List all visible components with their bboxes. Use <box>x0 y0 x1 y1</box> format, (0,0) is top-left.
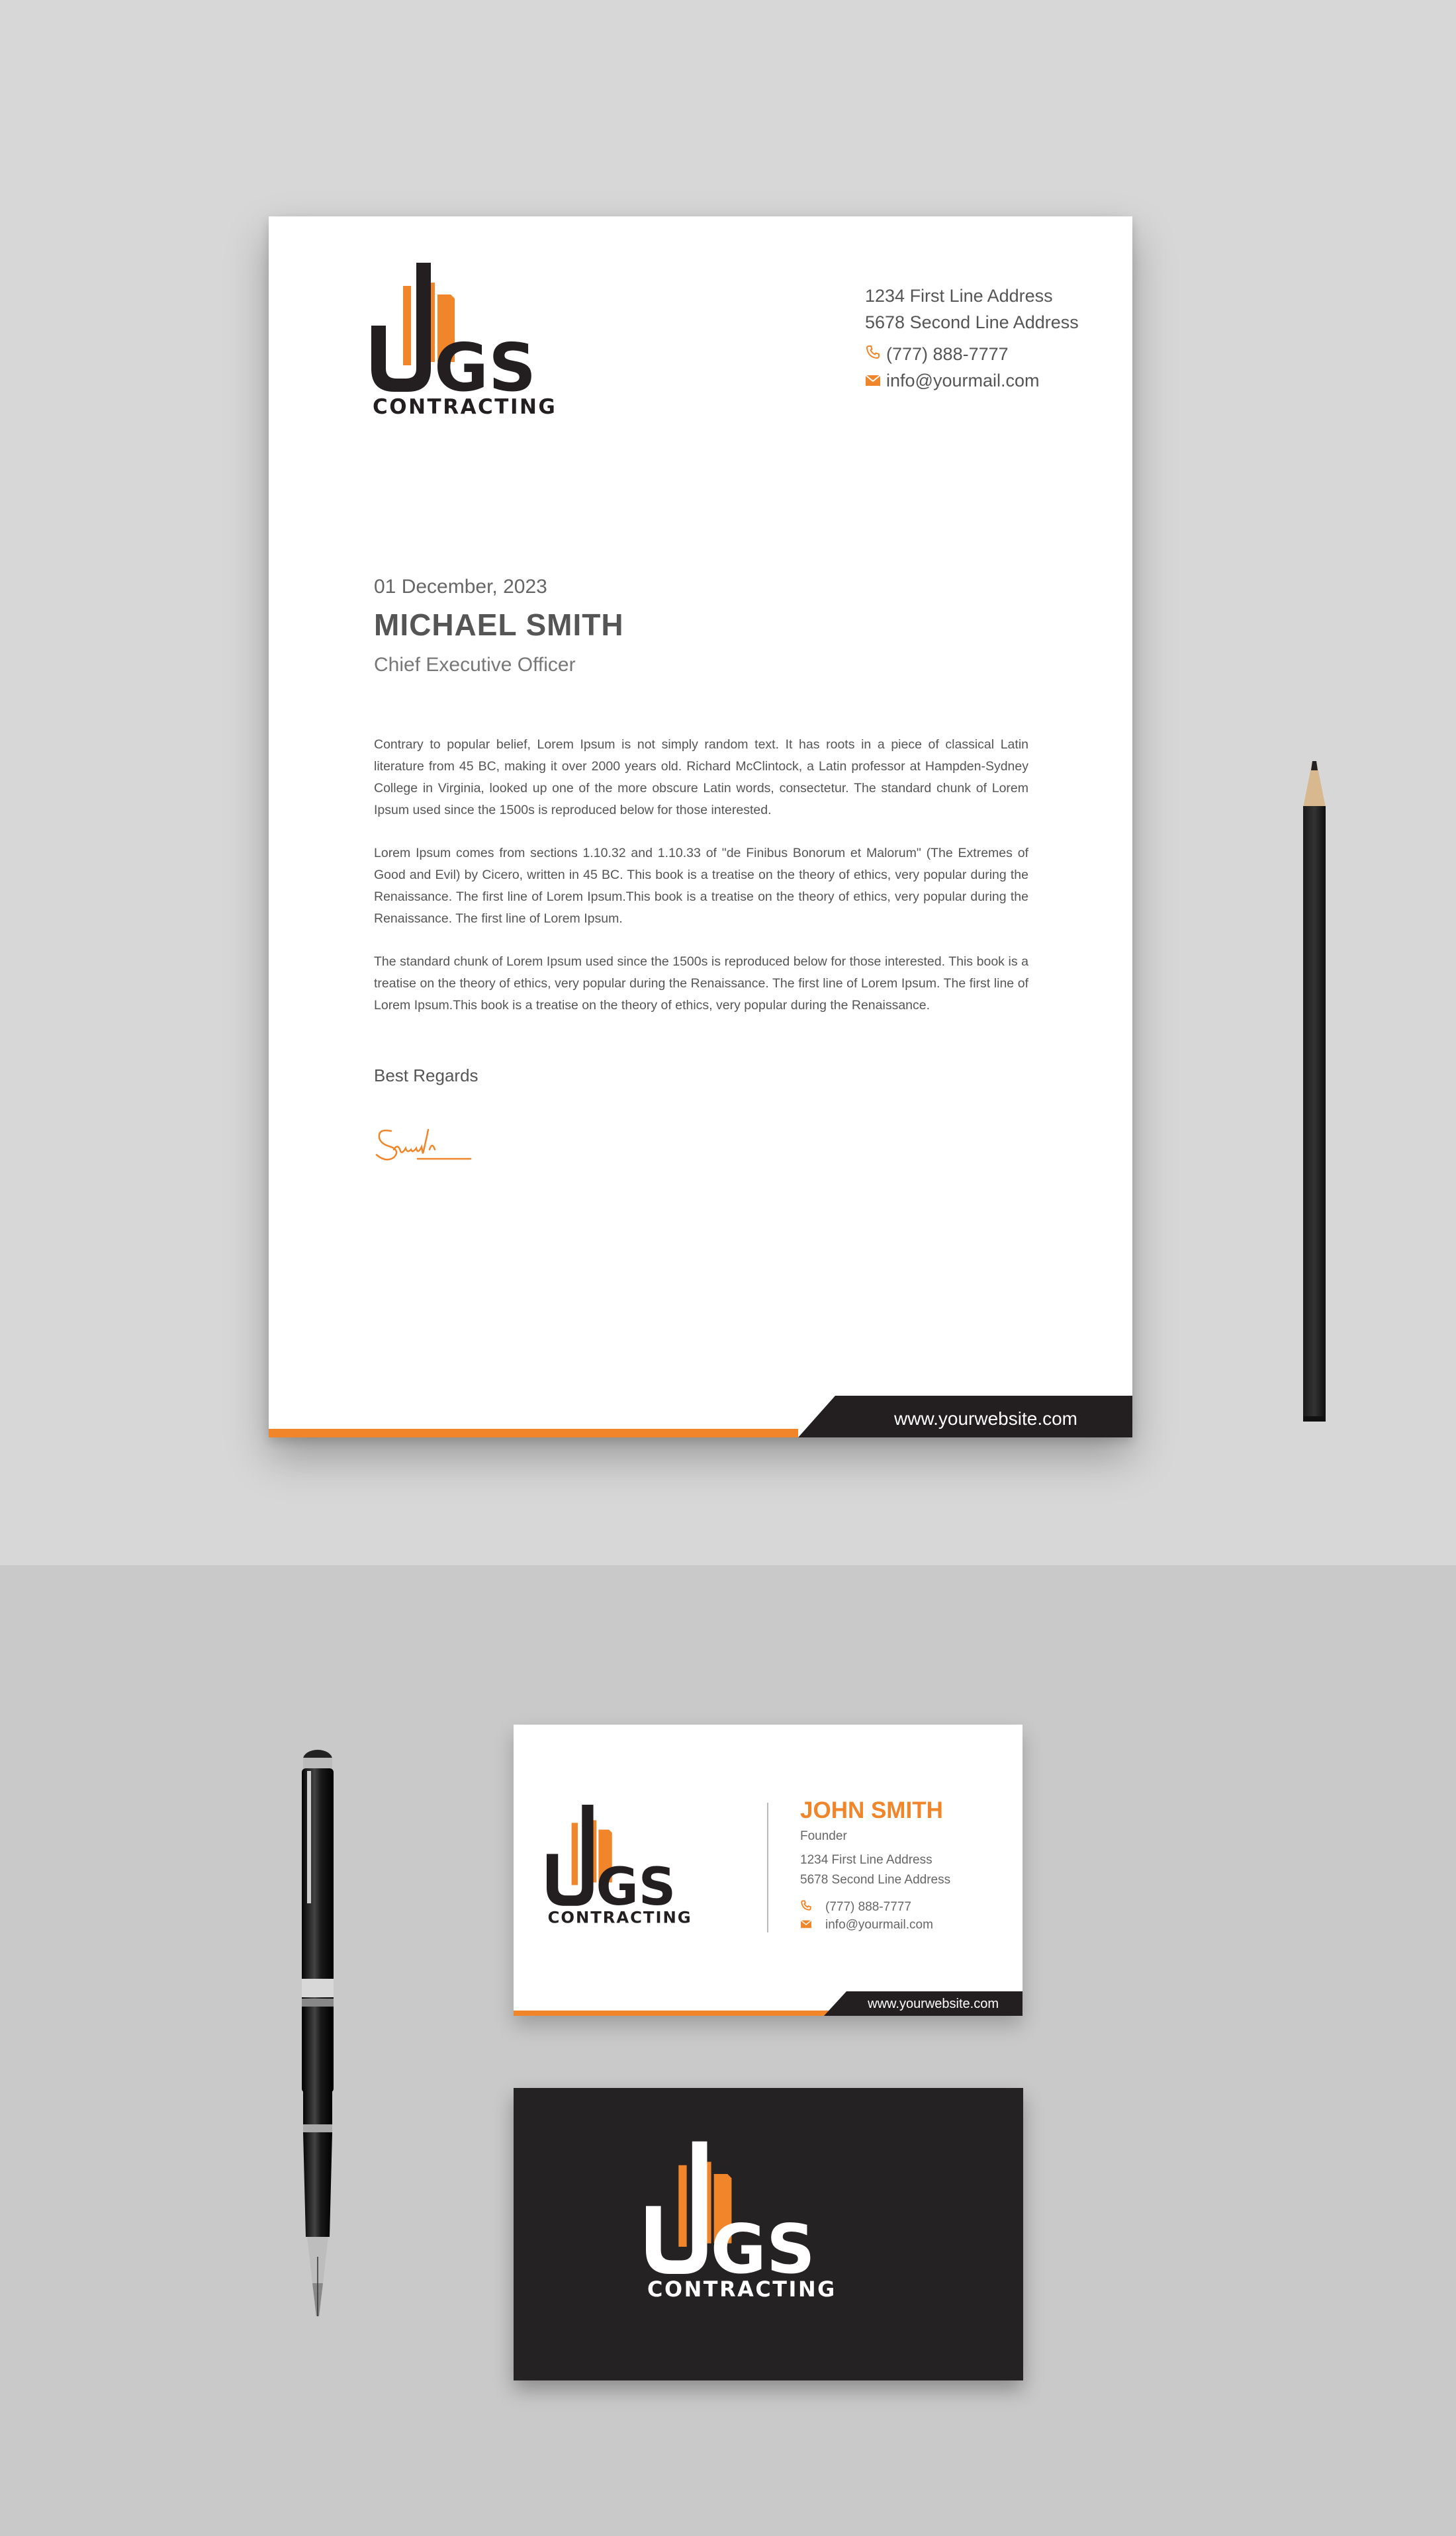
phone-icon <box>800 1899 825 1915</box>
card-back-logo-main: GS <box>710 2210 815 2289</box>
signature <box>371 1123 477 1169</box>
recipient-name: MICHAEL SMITH <box>374 608 624 642</box>
footer-accent-bar <box>269 1429 798 1437</box>
card-back-logo-sub: CONTRACTING <box>647 2276 837 2302</box>
card-divider <box>767 1803 768 1932</box>
business-card-front <box>514 1725 1023 2016</box>
business-card-back <box>514 2088 1023 2380</box>
card-address-line-1: 1234 First Line Address <box>800 1853 933 1867</box>
card-address-line-2: 5678 Second Line Address <box>800 1873 951 1887</box>
recipient-role: Chief Executive Officer <box>374 654 576 676</box>
card-website: www.yourwebsite.com <box>868 1997 999 2011</box>
fountain-pen-prop <box>291 1747 344 2363</box>
card-email-row <box>800 1918 933 1932</box>
letter-date: 01 December, 2023 <box>374 576 547 598</box>
email-row <box>865 367 1079 394</box>
footer-website: www.yourwebsite.com <box>894 1408 1077 1429</box>
phone-text: (777) 888-7777 <box>886 344 1009 364</box>
card-phone-text: (777) 888-7777 <box>825 1900 911 1914</box>
card-email-text: info@yourmail.com <box>825 1918 933 1932</box>
letterhead-contact-block <box>865 283 1079 394</box>
mail-icon <box>865 367 886 394</box>
card-phone-row <box>800 1899 911 1915</box>
mail-icon <box>800 1918 825 1932</box>
bottom-backdrop <box>0 1565 1456 2536</box>
company-logo <box>371 263 616 422</box>
body-paragraph-2: Lorem Ipsum comes from sections 1.10.32 and 1.10.33 of "de Finibus Bonorum et Malorum" (The Extremes of Good and Evil) by Cicero, written in 45 BC. This book is a treatise on the theory of ethics, very popular during the Renaissance. The first line of Lorem Ipsum.This book is a treatise on the theory of ethics, very popular during the Renaissance. The first line of Lorem Ipsum. <box>374 846 1028 926</box>
letterhead-sheet <box>269 216 1132 1437</box>
body-paragraph-1: Contrary to popular belief, Lorem Ipsum is not simply random text. It has roots in a piece of classical Latin literature from 45 BC, making it over 2000 years old. Richard McClintock, a Latin professor at Hampden-Sydney College in Virginia, looked up one of the more obscure Latin words, consectetur. The standard chunk of Lorem Ipsum used since the 1500s is reproduced below for those interested. <box>374 737 1028 817</box>
email-text: info@yourmail.com <box>886 371 1040 390</box>
body-paragraph-3: The standard chunk of Lorem Ipsum used since the 1500s is reproduced below for those interested. This book is a treatise on the theory of ethics, very popular during the Renaissance. The first line of Lorem Ipsum. The first line of Lorem Ipsum.This book is a treatise on the theory of ethics, very popular during the Renaissance. <box>374 954 1028 1013</box>
logo-main-text: GS <box>434 329 537 406</box>
phone-icon <box>865 341 886 367</box>
card-front-logo-sub: CONTRACTING <box>547 1907 692 1927</box>
card-name: JOHN SMITH <box>800 1797 943 1823</box>
address-line-1: 1234 First Line Address <box>865 286 1053 306</box>
logo-sub-text: CONTRACTING <box>373 395 557 419</box>
card-footer-accent-bar <box>514 2011 831 2016</box>
pencil-prop <box>1294 761 1334 1429</box>
phone-row <box>865 341 1079 367</box>
closing-text: Best Regards <box>374 1065 478 1085</box>
card-back-logo <box>646 2141 897 2305</box>
card-front-logo-main: GS <box>596 1857 676 1918</box>
card-front-logo <box>547 1804 739 1930</box>
address-line-2: 5678 Second Line Address <box>865 312 1079 332</box>
card-role: Founder <box>800 1829 847 1843</box>
